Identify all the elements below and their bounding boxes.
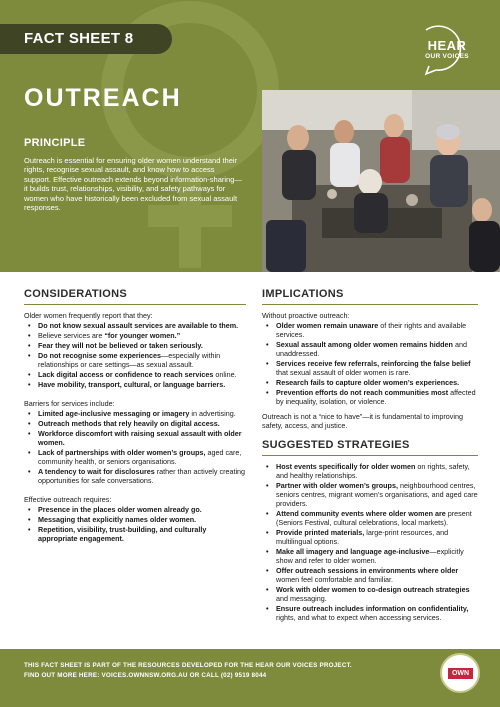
list-item: • Lack of partnerships with older women’s groups, aged care, community health, or seniors organisations. [24, 448, 246, 466]
list-item: • Presence in the places older women already go. [24, 505, 246, 514]
list-item: • Do not recognise some experiences—especially within relationships or care settings—as sexual assault. [24, 351, 246, 369]
list-item: • Have mobility, transport, cultural, or language barriers. [24, 380, 246, 389]
fact-sheet-tab: FACT SHEET 8 [0, 24, 172, 54]
logo-hear: HEAR [427, 38, 467, 53]
list-item: • Host events specifically for older women on rights, safety, and healthy relationships. [262, 462, 478, 480]
considerations-heading: CONSIDERATIONS [24, 288, 246, 305]
principle-text: Outreach is essential for ensuring older women understand their rights, recognise sexual assault, and know how to access support. Effective outreach extends beyond information-sharing—it builds trust, relationships, visibility, and safety pathways for women who have historically been excluded from sexual assault responses. [24, 156, 242, 213]
list-item: • Services receive few referrals, reinforcing the false belief that sexual assault of older women is rare. [262, 359, 478, 377]
list-item: • Provide printed materials, large-print resources, and multilingual options. [262, 528, 478, 546]
list-item: • Partner with older women’s groups, neighbourhood centres, seniors centres, migrant women’s organisations, and aged care providers. [262, 481, 478, 508]
considerations-list-3 [24, 505, 246, 543]
strategies-list [262, 462, 478, 622]
list-item: • Believe services are “for younger women.” [24, 331, 246, 340]
principle-heading: PRINCIPLE [24, 137, 86, 149]
implications-list [262, 321, 478, 406]
own-logo-text: OWN [448, 668, 473, 679]
page-title: OUTREACH [24, 84, 182, 112]
implications-closing: Outreach is not a “nice to have”—it is fundamental to improving safety, access, and justice. [262, 412, 463, 430]
list-item: • Make all imagery and language age-inclusive—explicitly show and refer to older women. [262, 547, 478, 565]
list-item: • Workforce discomfort with raising sexual assault with older women. [24, 429, 246, 447]
own-logo [440, 653, 480, 693]
considerations-section [24, 288, 246, 549]
list-item: • Offer outreach sessions in environments where older women feel comfortable and familiar. [262, 566, 478, 584]
list-item: • Research fails to capture older women’s experiences. [262, 378, 478, 387]
list-item: • Repetition, visibility, trust-building, and culturally appropriate engagement. [24, 525, 246, 543]
strategies-heading: SUGGESTED STRATEGIES [262, 439, 478, 456]
group-of-women-photo-icon [262, 90, 500, 272]
list-item: • Messaging that explicitly names older women. [24, 515, 246, 524]
list-item: • Lack digital access or confidence to reach services online. [24, 370, 246, 379]
list-item: • A tendency to wait for disclosures rather than actively creating opportunities for safe conversations. [24, 467, 246, 485]
list-item: • Do not know sexual assault services are available to them. [24, 321, 246, 330]
list-item: • Older women remain unaware of their rights and available services. [262, 321, 478, 339]
list-item: • Fear they will not be believed or taken seriously. [24, 341, 246, 350]
implications-intro: Without proactive outreach: [262, 311, 350, 320]
footer-line-1: THIS FACT SHEET IS PART OF THE RESOURCES DEVELOPED FOR THE HEAR OUR VOICES PROJECT. [24, 662, 352, 669]
considerations-intro-2: Barriers for services include: [24, 399, 115, 408]
considerations-list-2 [24, 409, 246, 485]
list-item: • Limited age-inclusive messaging or imagery in advertising. [24, 409, 246, 418]
considerations-intro-1: Older women frequently report that they: [24, 311, 153, 320]
right-column [262, 288, 478, 628]
list-item: • Outreach methods that rely heavily on digital access. [24, 419, 246, 428]
list-item: • Sexual assault among older women remains hidden and unaddressed. [262, 340, 478, 358]
footer-bar [0, 649, 500, 707]
considerations-list-1 [24, 321, 246, 389]
footer-contact-link[interactable]: FIND OUT MORE HERE: VOICES.OWNNSW.ORG.AU OR CALL (02) 9519 8044 [24, 672, 267, 679]
list-item: • Prevention efforts do not reach communities most affected by inequality, isolation, or violence. [262, 388, 478, 406]
list-item: • Work with older women to co-design outreach strategies and messaging. [262, 585, 478, 603]
list-item: • Attend community events where older women are present (Seniors Festival, cultural celebrations, local markets). [262, 509, 478, 527]
considerations-intro-3: Effective outreach requires: [24, 495, 112, 504]
implications-heading: IMPLICATIONS [262, 288, 478, 305]
hear-our-voices-logo [418, 20, 480, 76]
logo-our-voices: OUR VOICES [425, 53, 469, 60]
list-item: • Ensure outreach includes information on confidentiality, rights, and what to expect when accessing services. [262, 604, 478, 622]
outreach-photo [262, 90, 500, 272]
